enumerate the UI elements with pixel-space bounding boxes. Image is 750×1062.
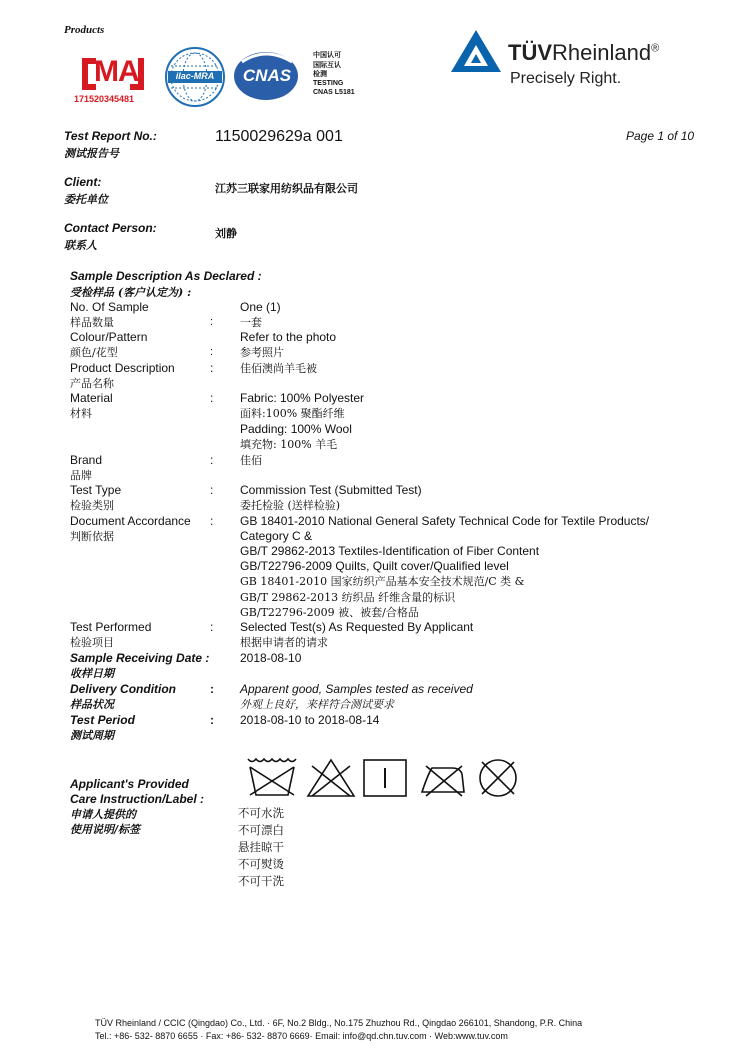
doc-row-7 (70, 605, 730, 620)
delivery-value-cn: 外观上良好，来样符合测试要求 (240, 698, 394, 711)
no-sample-row-cn (70, 315, 730, 330)
cnas-logo (232, 48, 302, 104)
test-type-value-cn: 委托检验 (送样检验) (240, 499, 341, 512)
colon: : (210, 391, 214, 405)
material-row-4 (70, 437, 730, 452)
doc-value-3: GB/T 29862-2013 Textiles-Identification of Fiber Content (240, 544, 540, 558)
care-instructions (238, 805, 284, 890)
delivery-label-cn: 样品状况 (70, 698, 114, 711)
tuv-brand-bold: TÜV (508, 40, 552, 65)
product-row (70, 361, 730, 376)
brand-label-cn: 品牌 (70, 469, 92, 482)
line-dry-icon (362, 758, 408, 798)
products-label: Products (64, 24, 105, 36)
performed-row (70, 620, 730, 635)
colon: : (210, 483, 214, 497)
brand-row (70, 453, 730, 468)
doc-row-3 (70, 544, 730, 559)
client-value: 江苏三联家用纺织品有限公司 (215, 182, 358, 195)
period-row-cn (70, 728, 730, 743)
contact-value: 刘静 (215, 227, 237, 240)
cnas-info (313, 50, 355, 98)
colon: : (210, 361, 214, 375)
no-sample-row (70, 300, 730, 315)
material-row-3 (70, 422, 730, 437)
do-not-bleach-icon (306, 758, 356, 798)
material-row (70, 391, 730, 406)
performed-label-cn: 检验项目 (70, 636, 114, 649)
material-label: Material (70, 391, 113, 405)
colour-value-cn: 参考照片 (240, 346, 284, 359)
ilac-mra-text: ilac-MRA (175, 71, 215, 81)
do-not-wash-icon (244, 755, 300, 799)
colon: : (210, 682, 214, 696)
doc-row-2 (70, 529, 730, 544)
tuv-logo (449, 28, 503, 74)
test-type-label: Test Type (70, 483, 122, 497)
report-no-label-cn: 测试报告号 (64, 147, 119, 160)
material-value-3: Padding: 100% Wool (240, 422, 352, 436)
performed-value-cn: 根据申请者的请求 (240, 636, 328, 649)
colon: : (210, 346, 214, 358)
tuv-brand-name (508, 40, 659, 66)
client-label: Client: (64, 175, 102, 189)
do-not-dry-clean-icon (476, 756, 520, 800)
receiving-label: Sample Receiving Date : (70, 651, 210, 665)
doc-row-6 (70, 590, 730, 605)
ilac-mra-logo (164, 46, 226, 108)
material-value-2: 面料:100% 聚酯纤维 (240, 407, 345, 420)
care-instruction-item: 不可水洗 (238, 806, 284, 820)
tuv-triangle-icon (449, 28, 503, 74)
colour-row (70, 330, 730, 345)
cnas-line1: 中国认可 (313, 50, 341, 59)
cma-letters: MA (94, 55, 139, 88)
care-instruction-item: 悬挂晾干 (238, 840, 284, 854)
colour-row-cn (70, 345, 730, 360)
colour-label: Colour/Pattern (70, 330, 148, 344)
colon: : (210, 620, 214, 634)
contact-label: Contact Person: (64, 221, 157, 235)
delivery-row (70, 682, 730, 697)
do-not-iron-icon (418, 760, 468, 798)
test-type-row-cn (70, 498, 730, 513)
material-value-4: 填充物: 100% 羊毛 (240, 438, 338, 451)
performed-row-cn (70, 635, 730, 650)
period-row (70, 713, 730, 728)
care-instruction-item: 不可干洗 (238, 874, 284, 888)
product-label: Product Description (70, 361, 175, 375)
receiving-row-cn (70, 666, 730, 681)
brand-row-cn (70, 468, 730, 483)
footer-contact: Tel.: +86- 532- 8870 6655 · Fax: +86- 532- 8870 6669· Email: info@qd.chn.tuv.com · Web:www.tuv.com (95, 1031, 508, 1041)
sample-title-cn: 受检样品 (客户认定为) : (70, 286, 192, 299)
delivery-value: Apparent good, Samples tested as received (240, 682, 473, 696)
doc-label: Document Accordance (70, 514, 191, 528)
performed-label: Test Performed (70, 620, 152, 634)
material-value-1: Fabric: 100% Polyester (240, 391, 365, 405)
colour-value: Refer to the photo (240, 330, 337, 344)
contact-label-cn: 联系人 (64, 239, 97, 252)
doc-row-5 (70, 574, 730, 589)
care-instruction-item: 不可漂白 (238, 823, 284, 837)
report-no-label: Test Report No.: (64, 129, 157, 143)
footer-address: TÜV Rheinland / CCIC (Qingdao) Co., Ltd. · 6F, No.2 Bldg., No.175 Zhuzhou Rd., Qingdao 266101, Shandong, P.R. China (95, 1018, 583, 1028)
period-label: Test Period (70, 713, 135, 727)
colour-label-cn: 颜色/花型 (70, 346, 118, 359)
care-label-2: Care Instruction/Label : (70, 792, 205, 806)
page-number: Page 1 of 10 (626, 129, 695, 143)
doc-value-7: GB/T22796-2009 被、被套/合格品 (240, 606, 419, 619)
material-row-cn (70, 406, 730, 421)
receiving-value: 2018-08-10 (240, 651, 302, 665)
doc-label-cn: 判断依据 (70, 530, 114, 543)
care-label-4: 使用说明/标签 (70, 823, 141, 836)
doc-value-4: GB/T22796-2009 Quilts, Quilt cover/Qualified level (240, 559, 509, 573)
care-label-3: 申请人提供的 (70, 808, 136, 821)
care-label-block (70, 777, 204, 837)
doc-value-1: GB 18401-2010 National General Safety Technical Code for Textile Products/ (240, 514, 650, 528)
care-label-1: Applicant's Provided (70, 777, 189, 791)
cnas-line5: CNAS L5181 (313, 89, 355, 96)
cnas-text: CNAS (242, 66, 292, 85)
cnas-line3: 检测 (313, 69, 327, 78)
cnas-line2: 国际互认 (313, 59, 341, 69)
doc-value-6: GB/T 29862-2013 纺织品 纤维含量的标识 (240, 591, 456, 604)
colon: : (210, 514, 214, 528)
doc-value-5: GB 18401-2010 国家纺织产品基本安全技术规范/C 类 & (240, 575, 525, 588)
no-sample-label-cn: 样品数量 (70, 316, 114, 329)
no-sample-value-cn: 一套 (240, 316, 262, 329)
report-no-value: 1150029629a 001 (215, 128, 343, 145)
receiving-label-cn: 收样日期 (70, 667, 114, 680)
period-label-cn: 测试周期 (70, 729, 114, 742)
colon: : (210, 316, 214, 328)
test-type-row (70, 483, 730, 498)
product-row-cn (70, 376, 730, 391)
doc-value-2: Category C & (240, 529, 313, 543)
delivery-row-cn (70, 697, 730, 712)
doc-row (70, 514, 730, 529)
delivery-label: Delivery Condition (70, 682, 177, 696)
material-label-cn: 材料 (70, 407, 92, 420)
colon: : (210, 453, 214, 467)
test-type-value: Commission Test (Submitted Test) (240, 483, 422, 497)
cma-logo (74, 50, 150, 110)
tuv-tagline: Precisely Right. (510, 70, 622, 87)
care-instruction-item: 不可熨烫 (238, 857, 284, 871)
brand-label: Brand (70, 453, 103, 467)
client-label-cn: 委托单位 (64, 193, 108, 206)
brand-value: 佳佰 (240, 454, 262, 467)
no-sample-value: One (1) (240, 300, 281, 314)
receiving-row (70, 651, 730, 666)
product-label-cn: 产品名称 (70, 377, 114, 390)
sample-title: Sample Description As Declared : (70, 269, 262, 283)
tuv-brand-rest: Rheinland (552, 40, 652, 65)
period-value: 2018-08-10 to 2018-08-14 (240, 713, 380, 727)
test-type-label-cn: 检验类别 (70, 499, 114, 512)
performed-value: Selected Test(s) As Requested By Applicant (240, 620, 474, 634)
colon: : (210, 713, 214, 727)
cma-number: 171520345481 (74, 94, 135, 104)
cnas-line4: TESTING (313, 79, 344, 87)
doc-row-4 (70, 559, 730, 574)
product-value-cn: 佳佰澳尚羊毛被 (240, 362, 317, 375)
no-sample-label: No. Of Sample (70, 300, 149, 314)
tuv-brand-reg: ® (651, 42, 660, 55)
